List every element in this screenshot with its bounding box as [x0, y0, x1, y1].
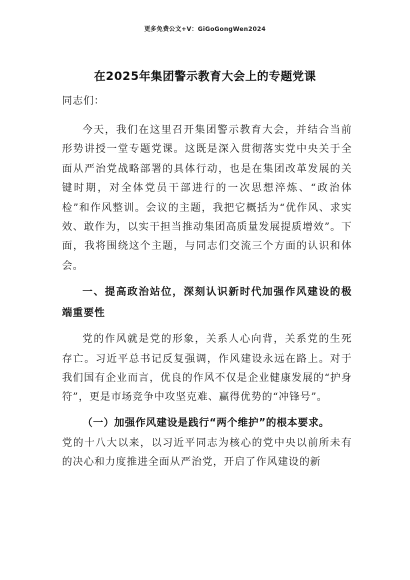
- subsection-1-paragraph: 党的十八大以来，以习近平同志为核心的党中央以前所未有的决心和力度推进全面从严治党，开启了作风建设的新: [62, 437, 352, 469]
- header-note: 更多免费公文+V：GiGoGongWen2024: [144, 26, 266, 33]
- document-body: [62, 92, 352, 473]
- document-title: 在2025年集团警示教育大会上的专题党课: [93, 69, 316, 83]
- intro-paragraph: 今天，我们在这里召开集团警示教育大会，并结合当前形势讲授一堂专题党课。这既是深入贯彻落实党中央关于全面从严治党战略部署的具体行动，也是在集团改革发展的关键时期，对全体党员干部进行的一次思想淬炼、“政治体检”和作风整训。会议的主题，我把它概括为“优作风、求实效、敢作为，以实干担当推动集团高质量发展提质增效”。下面，我将围绕这个主题，与同志们交流三个方面的认识和体会。: [62, 125, 352, 272]
- section-1-paragraph: 党的作风就是党的形象，关系人心向背，关系党的生死存亡。习近平总书记反复强调，作风建设永远在路上。对于我们国有企业而言，优良的作风不仅是企业健康发展的“护身符”，更是市场竞争中攻坚克难、赢得优势的“冲锋号”。: [62, 334, 352, 404]
- subsection-1-heading: （一）加强作风建设是践行“两个维护”的根本要求。: [82, 417, 330, 429]
- salutation: 同志们：: [62, 96, 105, 107]
- section-1-heading: 一、提高政治站位，深刻认识新时代加强作风建设的极端重要性: [62, 287, 352, 320]
